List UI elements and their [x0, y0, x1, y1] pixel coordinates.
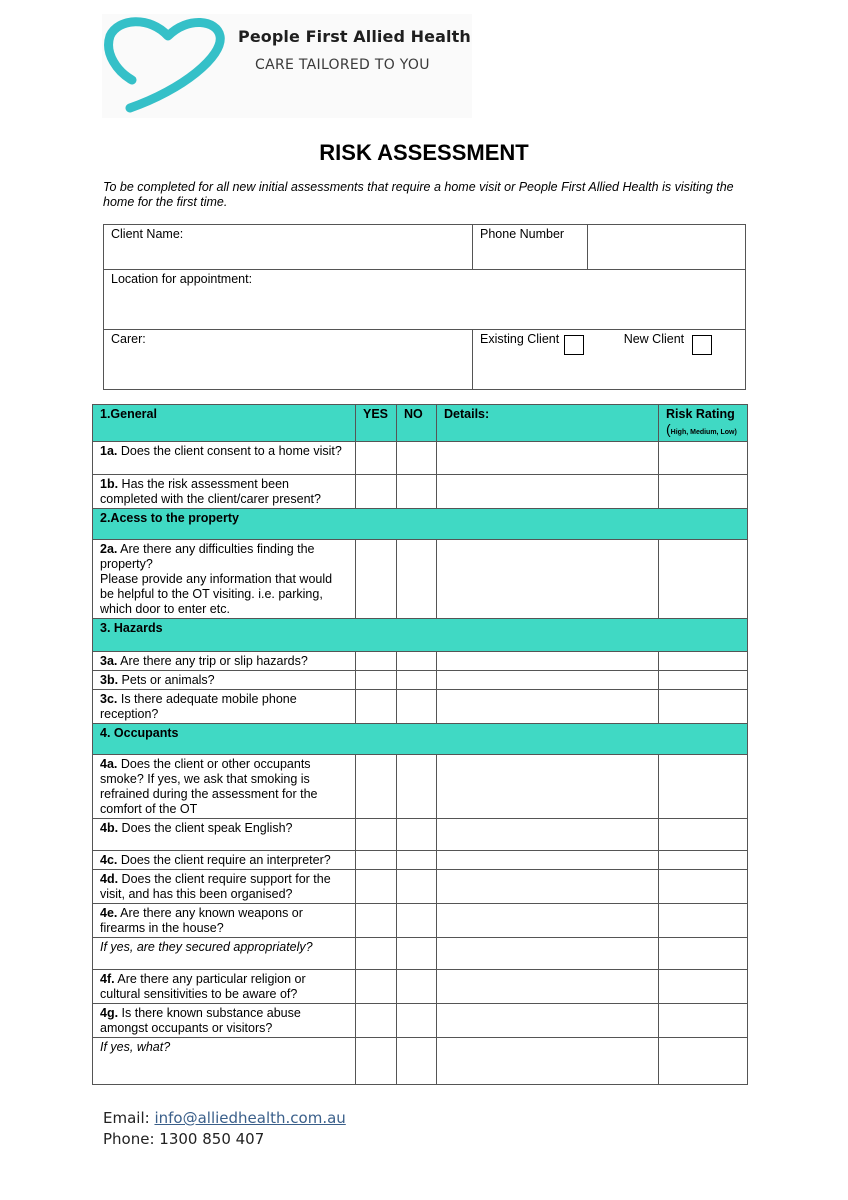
question-note: Please provide any information that would be helpful to the OT visiting. i.e. parking, which door to enter etc.	[100, 572, 333, 616]
question-cell	[93, 755, 356, 819]
question-code: 3c.	[100, 692, 118, 706]
details-cell[interactable]	[437, 970, 659, 1004]
yes-cell[interactable]	[356, 652, 397, 671]
phone-number-field[interactable]	[588, 225, 746, 270]
table-row	[93, 671, 748, 690]
question-text: Does the client or other occupants smoke? If yes, we ask that smoking is refrained during the assessment for the comfort of the OT	[100, 757, 318, 816]
details-cell[interactable]	[437, 755, 659, 819]
table-row	[93, 851, 748, 870]
heart-icon	[102, 14, 232, 118]
table-row	[93, 475, 748, 509]
client-details-table	[103, 224, 746, 390]
table-row	[93, 938, 748, 970]
question-cell	[93, 970, 356, 1004]
carer-label: Carer:	[111, 332, 146, 346]
details-cell[interactable]	[437, 904, 659, 938]
question-text: Has the risk assessment been completed with the client/carer present?	[100, 477, 321, 506]
phone-number-label: Phone Number	[480, 227, 565, 241]
no-cell[interactable]	[397, 938, 437, 970]
yes-cell[interactable]	[356, 819, 397, 851]
section-title: 3. Hazards	[93, 619, 748, 652]
no-cell[interactable]	[397, 904, 437, 938]
question-cell	[93, 540, 356, 619]
risk-rating-paren: (	[666, 421, 671, 437]
table-row	[93, 870, 748, 904]
table-row	[93, 442, 748, 475]
question-text: Are there any difficulties finding the property?	[100, 542, 315, 571]
yes-cell[interactable]	[356, 970, 397, 1004]
question-code: 3a.	[100, 654, 118, 668]
risk-rating-cell[interactable]	[659, 938, 748, 970]
brand-tagline: CARE TAILORED TO YOU	[255, 57, 430, 73]
risk-rating-label: Risk Rating	[666, 407, 735, 421]
question-cell	[93, 938, 356, 970]
details-cell[interactable]	[437, 652, 659, 671]
question-code: 4c.	[100, 853, 118, 867]
question-code: 1b.	[100, 477, 119, 491]
question-cell	[93, 870, 356, 904]
footer-contact	[103, 1108, 346, 1150]
table-row	[93, 690, 748, 724]
question-cell	[93, 671, 356, 690]
details-cell[interactable]	[437, 690, 659, 724]
section-header-row	[93, 724, 748, 755]
question-text: If yes, are they secured appropriately?	[100, 940, 313, 954]
question-code: 4g.	[100, 1006, 119, 1020]
risk-rating-cell[interactable]	[659, 652, 748, 671]
no-cell[interactable]	[397, 442, 437, 475]
email-label: Email:	[103, 1109, 155, 1127]
general-header: 1.General	[93, 405, 356, 442]
no-cell[interactable]	[397, 870, 437, 904]
table-row	[93, 904, 748, 938]
risk-rating-cell[interactable]	[659, 690, 748, 724]
details-cell[interactable]	[437, 540, 659, 619]
question-text: Is there known substance abuse amongst occupants or visitors?	[100, 1006, 301, 1035]
details-cell[interactable]	[437, 851, 659, 870]
question-text: Are there any particular religion or cultural sensitivities to be aware of?	[100, 972, 306, 1001]
question-code: 4f.	[100, 972, 115, 986]
no-cell[interactable]	[397, 1038, 437, 1085]
no-cell[interactable]	[397, 690, 437, 724]
yes-header: YES	[356, 405, 397, 442]
risk-rating-cell[interactable]	[659, 870, 748, 904]
yes-cell[interactable]	[356, 938, 397, 970]
carer-field[interactable]	[104, 330, 473, 390]
details-cell[interactable]	[437, 819, 659, 851]
email-link[interactable]: info@alliedhealth.com.au	[154, 1109, 346, 1127]
table-row	[93, 652, 748, 671]
question-text: Does the client require support for the visit, and has this been organised?	[100, 872, 331, 901]
yes-cell[interactable]	[356, 1004, 397, 1038]
section-header-row	[93, 509, 748, 540]
question-code: 4e.	[100, 906, 118, 920]
question-text: Does the client speak English?	[118, 821, 293, 835]
details-header: Details:	[437, 405, 659, 442]
phone-label: Phone:	[103, 1130, 160, 1148]
section-title: 2.Acess to the property	[93, 509, 748, 540]
question-cell	[93, 442, 356, 475]
risk-rating-cell[interactable]	[659, 755, 748, 819]
yes-cell[interactable]	[356, 671, 397, 690]
table-row	[93, 540, 748, 619]
risk-rating-cell[interactable]	[659, 1004, 748, 1038]
new-client-label: New Client	[623, 332, 685, 346]
yes-cell[interactable]	[356, 690, 397, 724]
no-cell[interactable]	[397, 652, 437, 671]
details-cell[interactable]	[437, 938, 659, 970]
no-cell[interactable]	[397, 819, 437, 851]
phone-number-label-cell	[473, 225, 588, 270]
question-cell	[93, 652, 356, 671]
question-text: Does the client consent to a home visit?	[117, 444, 342, 458]
footer-email	[103, 1108, 346, 1129]
risk-rating-scale: High, Medium, Low)	[670, 429, 737, 436]
details-cell[interactable]	[437, 1038, 659, 1085]
risk-rating-cell[interactable]	[659, 970, 748, 1004]
question-text: If yes, what?	[100, 1040, 171, 1054]
no-cell[interactable]	[397, 970, 437, 1004]
question-cell	[93, 690, 356, 724]
details-cell[interactable]	[437, 442, 659, 475]
table-row	[93, 819, 748, 851]
no-cell[interactable]	[397, 540, 437, 619]
yes-cell[interactable]	[356, 904, 397, 938]
no-cell[interactable]	[397, 851, 437, 870]
existing-client-checkbox[interactable]	[564, 335, 584, 355]
question-text: Pets or animals?	[118, 673, 215, 687]
question-code: 1a.	[100, 444, 118, 458]
risk-rating-cell[interactable]	[659, 442, 748, 475]
table-row	[93, 755, 748, 819]
question-cell	[93, 475, 356, 509]
new-client-checkbox[interactable]	[692, 335, 712, 355]
details-cell[interactable]	[437, 870, 659, 904]
location-field[interactable]	[104, 270, 746, 330]
question-text: Is there adequate mobile phone reception?	[100, 692, 297, 721]
risk-rating-cell[interactable]	[659, 851, 748, 870]
risk-rating-cell[interactable]	[659, 819, 748, 851]
intro-text: To be completed for all new initial assessments that require a home visit or People First Allied Health is visiting the home for the first time.	[103, 180, 734, 209]
client-name-label: Client Name:	[111, 227, 184, 241]
table-row	[93, 1004, 748, 1038]
client-type-cell	[473, 330, 746, 390]
question-code: 4a.	[100, 757, 118, 771]
question-code: 4d.	[100, 872, 119, 886]
question-cell	[93, 1004, 356, 1038]
question-cell	[93, 851, 356, 870]
yes-cell[interactable]	[356, 755, 397, 819]
table-header-row	[93, 405, 748, 442]
yes-cell[interactable]	[356, 475, 397, 509]
question-code: 4b.	[100, 821, 119, 835]
section-title: 4. Occupants	[93, 724, 748, 755]
location-label: Location for appointment:	[111, 272, 253, 286]
client-name-field[interactable]	[104, 225, 473, 270]
section-header-row	[93, 619, 748, 652]
question-code: 2a.	[100, 542, 118, 556]
existing-client-option	[480, 332, 584, 352]
brand-logo	[102, 14, 472, 118]
page-title: RISK ASSESSMENT	[319, 140, 529, 165]
brand-name: People First Allied Health	[238, 27, 471, 46]
question-cell	[93, 819, 356, 851]
question-code: 3b.	[100, 673, 119, 687]
risk-rating-cell[interactable]	[659, 540, 748, 619]
question-cell	[93, 904, 356, 938]
yes-cell[interactable]	[356, 540, 397, 619]
risk-rating-cell[interactable]	[659, 1038, 748, 1085]
new-client-option	[624, 332, 712, 352]
yes-cell[interactable]	[356, 851, 397, 870]
phone-value: 1300 850 407	[159, 1130, 265, 1148]
risk-assessment-table	[92, 404, 748, 1085]
no-cell[interactable]	[397, 755, 437, 819]
risk-rating-cell[interactable]	[659, 475, 748, 509]
risk-rating-cell[interactable]	[659, 904, 748, 938]
no-cell[interactable]	[397, 475, 437, 509]
table-row	[93, 970, 748, 1004]
no-cell[interactable]	[397, 671, 437, 690]
table-row	[93, 1038, 748, 1085]
question-text: Are there any known weapons or firearms in the house?	[100, 906, 303, 935]
yes-cell[interactable]	[356, 442, 397, 475]
risk-rating-cell[interactable]	[659, 671, 748, 690]
question-text: Are there any trip or slip hazards?	[117, 654, 308, 668]
no-cell[interactable]	[397, 1004, 437, 1038]
yes-cell[interactable]	[356, 1038, 397, 1085]
details-cell[interactable]	[437, 475, 659, 509]
risk-rating-header	[659, 405, 748, 442]
no-header: NO	[397, 405, 437, 442]
footer-phone	[103, 1129, 346, 1150]
existing-client-label: Existing Client	[480, 332, 560, 346]
question-cell	[93, 1038, 356, 1085]
question-text: Does the client require an interpreter?	[117, 853, 331, 867]
yes-cell[interactable]	[356, 870, 397, 904]
details-cell[interactable]	[437, 1004, 659, 1038]
details-cell[interactable]	[437, 671, 659, 690]
